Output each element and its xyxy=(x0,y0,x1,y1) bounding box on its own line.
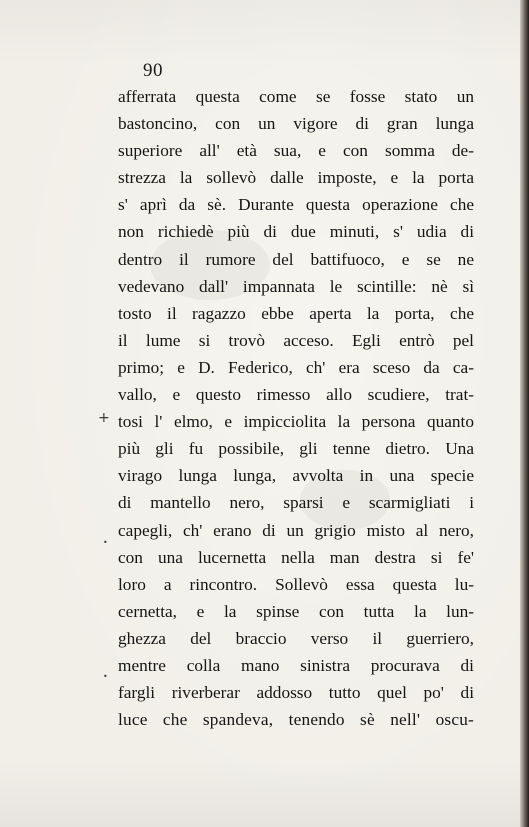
text-line: non richiedè più di due minuti, s' udia di xyxy=(118,222,474,242)
text-line: virago lunga lunga, avvolta in una specie xyxy=(118,466,474,486)
text-line: di mantello nero, sparsi e scarmigliati i xyxy=(118,493,474,513)
text-line: primo; e D. Federico, ch' era sceso da ca- xyxy=(118,357,474,377)
margin-dot-mark: • xyxy=(103,538,108,547)
text-line: vallo, e questo rimesso allo scudiere, trat- xyxy=(118,385,474,405)
book-gutter-edge xyxy=(520,0,529,827)
text-line: dentro il rumore del battifuoco, e se ne xyxy=(118,249,474,269)
margin-cross-mark: + xyxy=(98,410,110,426)
text-line: afferrata questa come se fosse stato un xyxy=(118,87,474,106)
margin-dot-mark: • xyxy=(103,672,108,681)
body-text xyxy=(118,83,474,733)
page-number: 90 xyxy=(143,60,163,81)
text-line: fargli riverberar addosso tutto quel po' di xyxy=(118,683,474,703)
text-line: bastoncino, con un vigore di gran lunga xyxy=(118,114,474,134)
text-line: mentre colla mano sinistra procurava di xyxy=(118,655,474,675)
text-line: capegli, ch' erano di un grigio misto al nero, xyxy=(118,520,474,540)
text-line: il lume si trovò acceso. Egli entrò pel xyxy=(118,330,474,350)
text-line: luce che spandeva, tenendo sè nell' oscu- xyxy=(118,710,474,730)
text-line: s' aprì da sè. Durante questa operazione che xyxy=(118,195,474,215)
text-line: tosto il ragazzo ebbe aperta la porta, che xyxy=(118,303,474,323)
text-line: vedevano dall' impannata le scintille: nè sì xyxy=(118,276,474,296)
text-line: tosi l' elmo, e impicciolita la persona quanto xyxy=(118,412,474,432)
text-line: cernetta, e la spinse con tutta la lun- xyxy=(118,601,474,621)
text-line: ghezza del braccio verso il guerriero, xyxy=(118,628,474,648)
text-line: con una lucernetta nella man destra si fe' xyxy=(118,547,474,567)
text-line: strezza la sollevò dalle imposte, e la porta xyxy=(118,168,474,188)
text-line: più gli fu possibile, gli tenne dietro. Una xyxy=(118,439,474,459)
text-line: loro a rincontro. Sollevò essa questa lu- xyxy=(118,574,474,594)
text-line: superiore all' età sua, e con somma de- xyxy=(118,141,474,161)
